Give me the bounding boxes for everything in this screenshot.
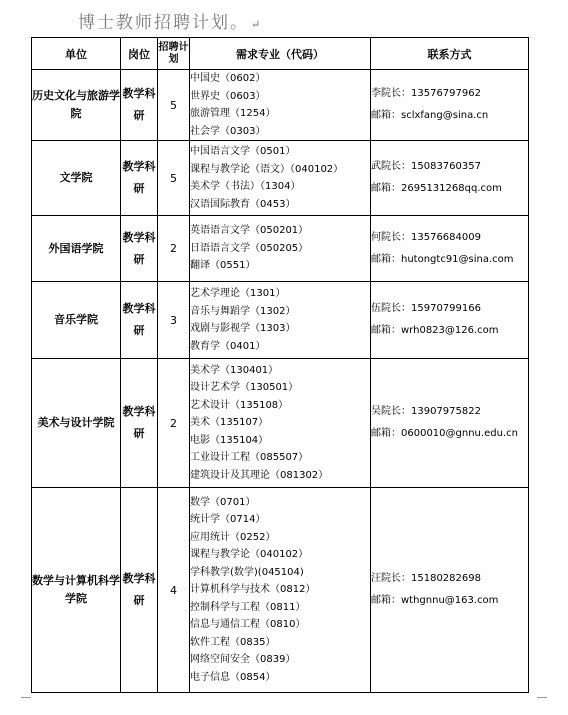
major-item: 课程与教学论（040102） (190, 549, 309, 561)
major-item: 翻译（0551） (190, 260, 256, 272)
major-item: 音乐与舞蹈学（1302） (190, 305, 296, 317)
post-cell: 教学科研 (121, 488, 158, 693)
contact-name: 武院长：15083760357 (371, 161, 481, 172)
major-item: 美术学（130401） (190, 364, 279, 376)
page-corner-mark (537, 697, 547, 708)
major-item: 社会学（0303） (190, 125, 266, 137)
table-row (32, 359, 529, 488)
table-row (32, 488, 529, 693)
major-item: 软件工程（0835） (190, 636, 276, 648)
post-cell: 教学科研 (121, 141, 158, 216)
header-count-label: 招聘计划 (158, 41, 189, 65)
majors-cell (190, 282, 371, 359)
table-header-row (32, 38, 529, 70)
unit-cell: 文学院 (32, 141, 121, 216)
paragraph-mark-icon: ↵ (251, 18, 263, 31)
count-cell: 2 (158, 216, 190, 282)
header-post: 岗位 (121, 38, 158, 70)
count-cell: 5 (158, 141, 190, 216)
page-title-text: 博士教师招聘计划。 (78, 13, 249, 33)
major-item: 世界史（0603） (190, 90, 266, 102)
contact-name: 李院长：13576797962 (371, 88, 481, 99)
contact-cell (371, 488, 529, 693)
contact-email: 邮箱：0600010@gnnu.edu.cn (371, 428, 518, 439)
major-item: 建筑设计及其理论（081302） (190, 469, 329, 481)
major-item: 戏剧与影视学（1303） (190, 323, 296, 334)
contact-email: 邮箱：sclxfang@sina.cn (371, 110, 489, 121)
major-item: 网络空间安全（0839） (190, 654, 296, 666)
major-item: 统计学（0714） (190, 514, 266, 526)
major-item: 设计艺术学（130501） (190, 382, 299, 394)
major-item: 艺术学理论（1301） (190, 288, 286, 299)
major-item: 汉语国际教育（0453） (190, 198, 296, 210)
contact-cell (371, 359, 529, 488)
header-unit: 单位 (32, 38, 121, 70)
post-cell: 教学科研 (121, 216, 158, 282)
major-item: 电影（135104） (190, 434, 269, 446)
post-cell: 教学科研 (121, 359, 158, 488)
table-row (32, 141, 529, 216)
majors-cell (190, 141, 371, 216)
major-item: 计算机科学与技术（0812） (190, 584, 316, 596)
major-item: 美术（135107） (190, 417, 269, 429)
table-row (32, 216, 529, 282)
contact-name: 汪院长：15180282698 (371, 573, 481, 584)
major-item: 信息与通信工程（0810） (190, 619, 306, 631)
header-contact: 联系方式 (371, 38, 529, 70)
unit-cell: 美术与设计学院 (32, 359, 121, 488)
contact-email: 邮箱：2695131268qq.com (371, 183, 502, 194)
table-row (32, 282, 529, 359)
contact-cell (371, 70, 529, 141)
contact-email: 邮箱：wrh0823@126.com (371, 325, 499, 336)
major-item: 控制科学与工程（0811） (190, 601, 306, 613)
major-item: 课程与教学论（语文）（040102） (190, 163, 344, 175)
majors-cell (190, 216, 371, 282)
unit-cell: 数学与计算机科学学院 (32, 488, 121, 693)
recruitment-table (31, 37, 529, 693)
majors-cell (190, 70, 371, 141)
contact-email: 邮箱：hutongtc91@sina.com (371, 253, 514, 265)
contact-email: 邮箱：wthgnnu@163.com (371, 595, 499, 606)
major-item: 工业设计工程（085507） (190, 452, 309, 464)
contact-name: 吴院长：13907975822 (371, 406, 481, 417)
major-item: 旅游管理（1254） (190, 108, 276, 119)
major-item: 中国史（0602） (190, 73, 266, 84)
contact-cell (371, 216, 529, 282)
count-cell: 5 (158, 70, 190, 141)
unit-cell: 历史文化与旅游学院 (32, 70, 121, 141)
count-cell: 3 (158, 282, 190, 359)
header-count (158, 38, 190, 70)
contact-name: 何院长：13576684009 (371, 231, 481, 243)
major-item: 日语语言文学（050205） (190, 242, 309, 254)
unit-cell: 音乐学院 (32, 282, 121, 359)
majors-cell (190, 359, 371, 488)
majors-cell (190, 488, 371, 693)
count-cell: 4 (158, 488, 190, 693)
header-majors: 需求专业（代码） (190, 38, 371, 70)
post-cell: 教学科研 (121, 282, 158, 359)
major-item: 艺术设计（135108） (190, 399, 289, 411)
major-item: 学科教学(数学)(045104) (190, 566, 304, 578)
contact-name: 伍院长：15970799166 (371, 303, 481, 314)
unit-cell: 外国语学院 (32, 216, 121, 282)
count-cell: 2 (158, 359, 190, 488)
major-item: 应用统计（0252） (190, 531, 276, 543)
major-item: 教育学（0401） (190, 340, 266, 352)
page-corner-mark (21, 697, 31, 708)
major-item: 数学（0701） (190, 496, 256, 508)
table-row (32, 70, 529, 141)
post-cell: 教学科研 (121, 70, 158, 141)
major-item: 电子信息（0854） (190, 671, 276, 683)
major-item: 美术学（书法）（1304） (190, 181, 301, 192)
page-title (78, 8, 262, 33)
major-item: 英语语言文学（050201） (190, 225, 309, 237)
contact-cell (371, 141, 529, 216)
contact-cell (371, 282, 529, 359)
major-item: 中国语言文学（0501） (190, 146, 296, 157)
